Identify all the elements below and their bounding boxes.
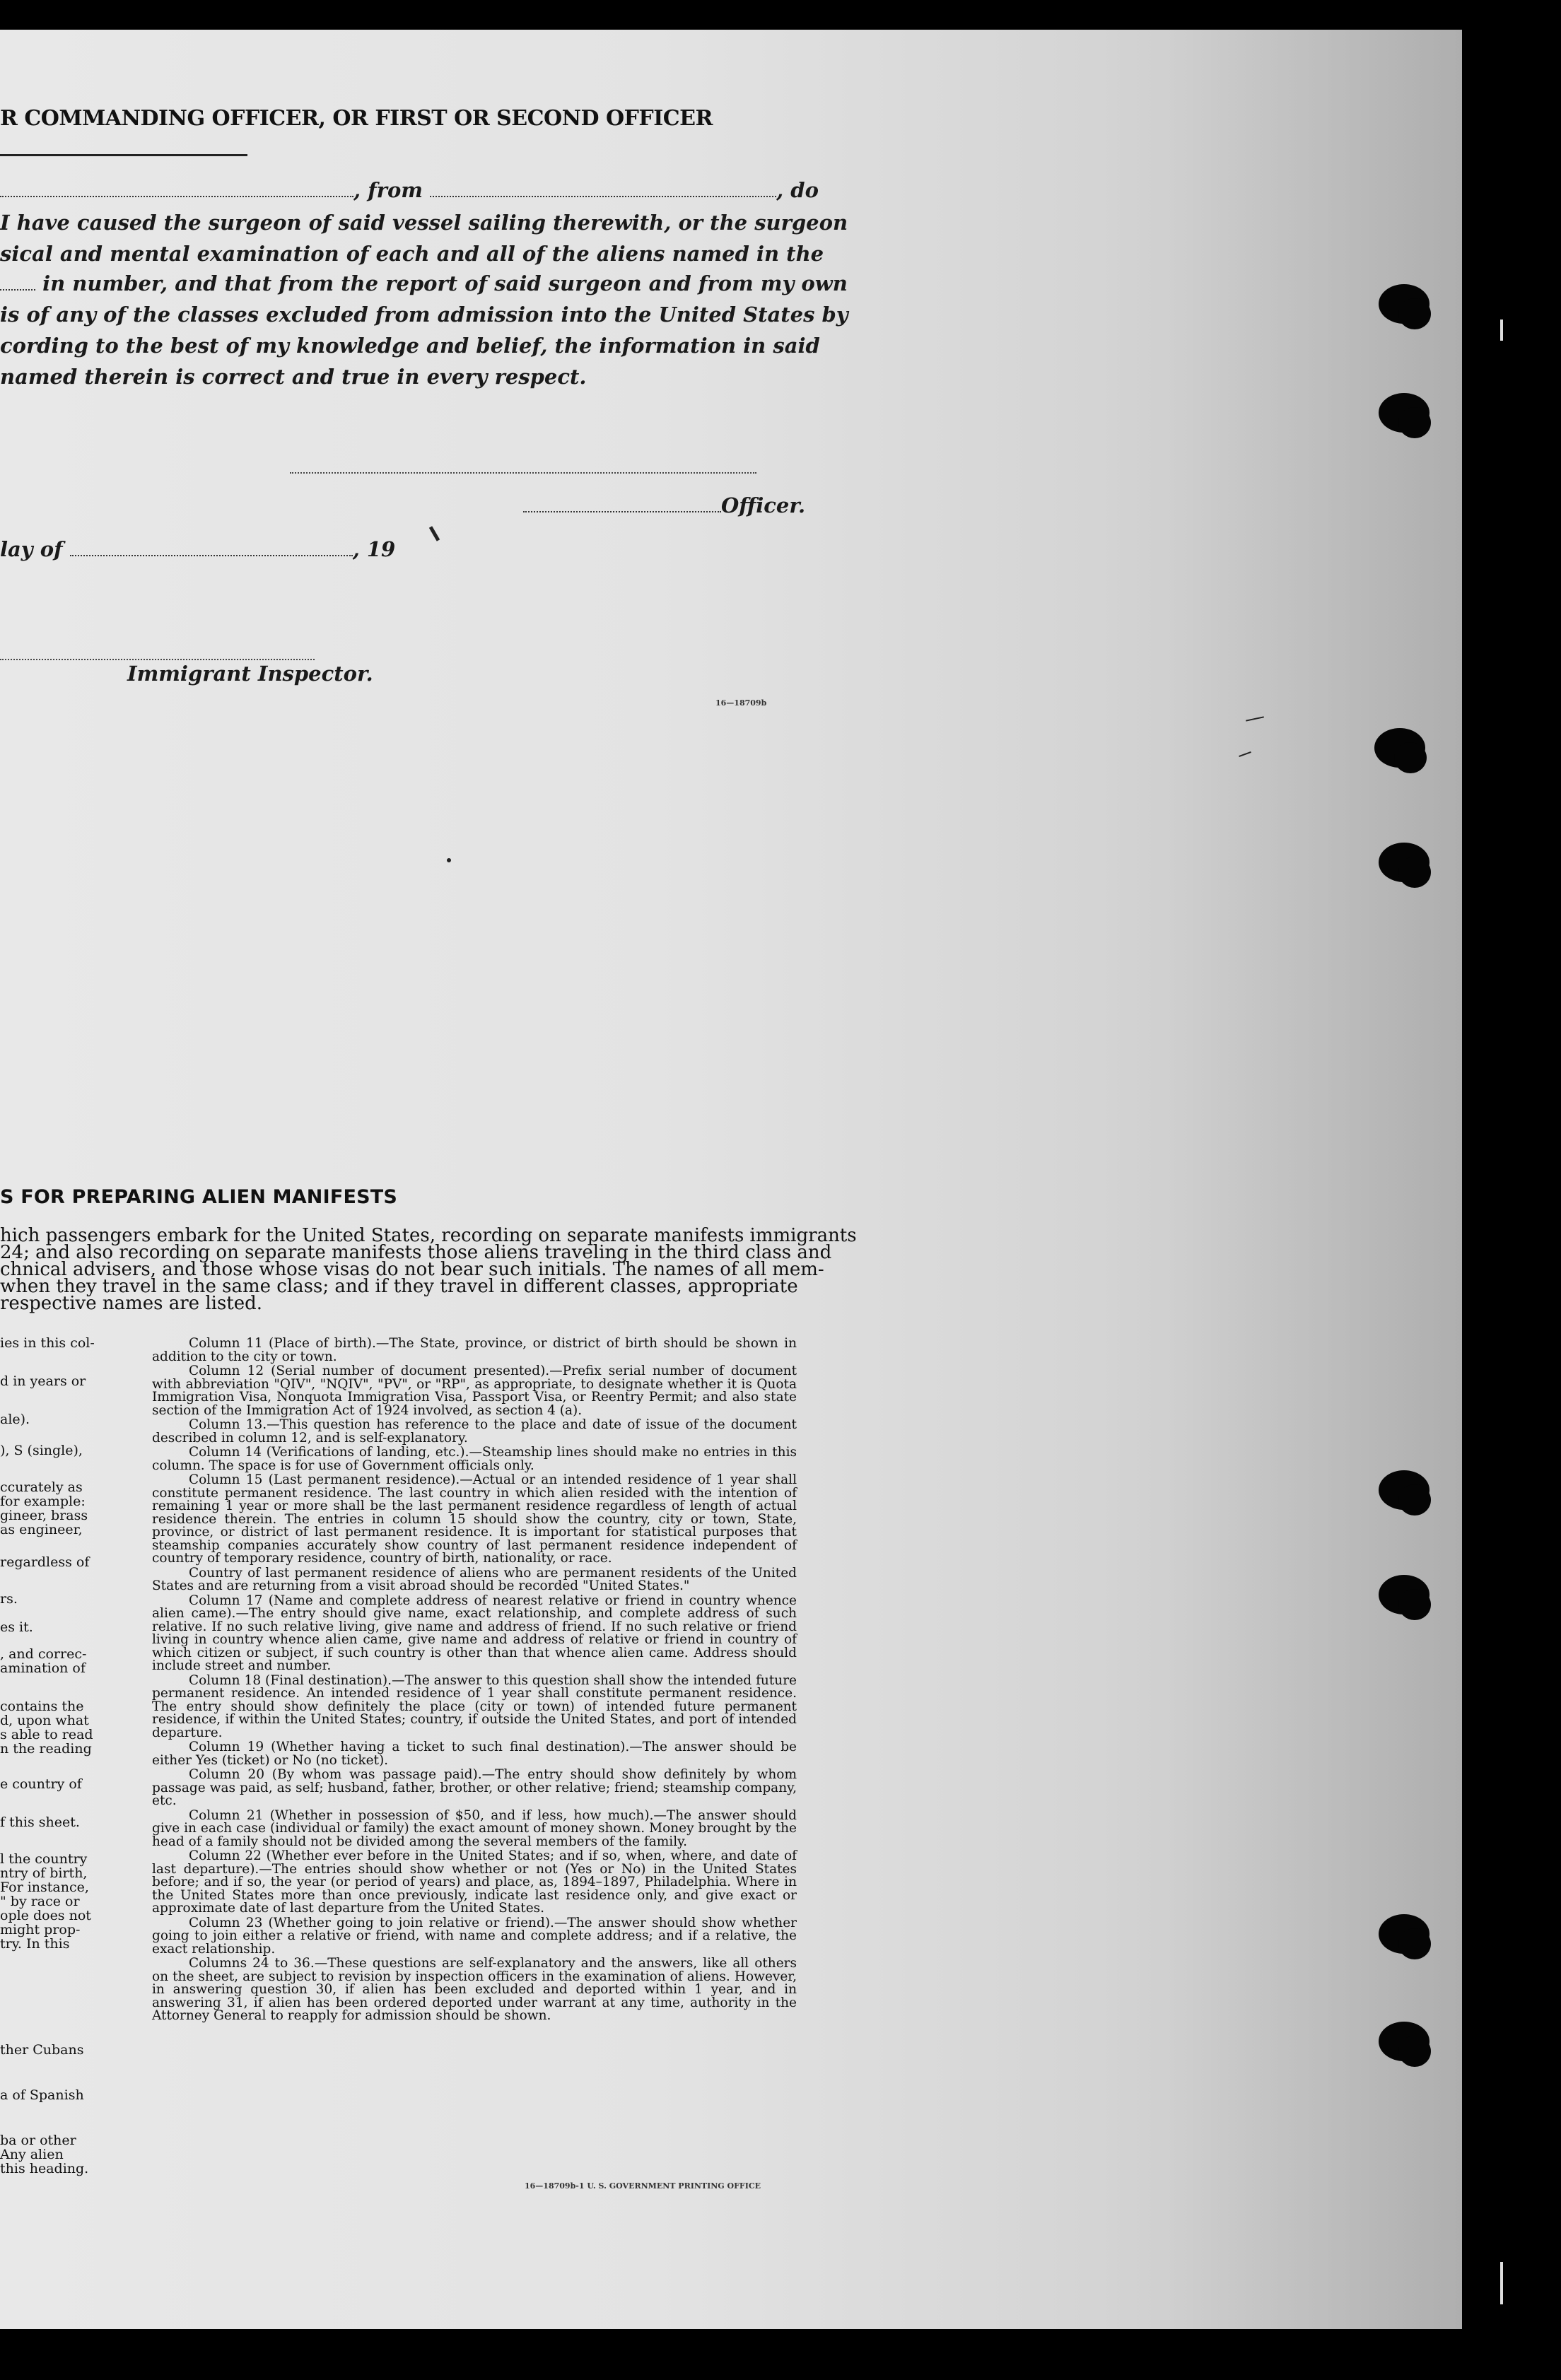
oath-line-3: in number, and that from the report of said surgeon and from my own xyxy=(42,271,848,295)
punch-hole xyxy=(1379,1575,1430,1614)
punch-hole xyxy=(1379,1470,1430,1510)
column-instructions xyxy=(152,1337,797,2024)
left-fragment: d, upon what xyxy=(0,1713,89,1728)
left-fragment: ntry of birth, xyxy=(0,1865,88,1881)
inspector-label: Immigrant Inspector. xyxy=(127,662,373,686)
intro-line: when they travel in the same class; and if they travel in different classes, appropriate xyxy=(0,1276,798,1297)
day-of-label: lay of xyxy=(0,537,63,561)
left-fragment: try. In this xyxy=(0,1936,70,1952)
count-blank xyxy=(0,274,35,291)
ink-speck xyxy=(447,858,451,862)
sworn-date-row xyxy=(0,537,395,561)
heading-underline xyxy=(0,154,247,156)
left-fragment: a of Spanish xyxy=(0,2087,84,2103)
officer-signature-row xyxy=(523,493,805,517)
instructions-intro xyxy=(0,1225,857,1314)
edge-mark xyxy=(1500,2262,1503,2304)
instruction-paragraph: Column 17 (Name and complete address of nearest relative or friend in country whence alien came).—The entry should give name, exact relationship, and complete address of such relative. If no such relative living, give name and address of friend. If no such relative or friend living in country whence alien came, give name and address of relative or friend in country of which citizen or subject, if such country is other than that whence alien came. Address should include street and number. xyxy=(152,1593,797,1673)
oath-line-5: cording to the best of my knowledge and belief, the information in said xyxy=(0,334,820,358)
port-blank xyxy=(430,180,776,197)
instruction-paragraph: Country of last permanent residence of aliens who are permanent residents of the United States and are returning from a visit abroad should be recorded "United States." xyxy=(152,1565,797,1593)
oath-line-4: is of any of the classes excluded from admission into the United States by xyxy=(0,303,848,327)
officer-blank xyxy=(523,496,721,512)
left-fragment: ), S (single), xyxy=(0,1443,83,1458)
instruction-paragraph: Column 15 (Last permanent residence).—Actual or an intended residence of 1 year shall constitute permanent residence. The last country in which alien resided with the intention of remaining 1 year or more shall be the last permanent residence regardless of length of actual residence therein. The entries in column 15 should show the country, city or town, State, province, or district of last permanent residence. It is important for statistical purposes that steamship companies accurately show country of last permanent residence independent of country of temporary residence, country of birth, nationality, or race. xyxy=(152,1472,797,1566)
punch-hole xyxy=(1379,284,1430,324)
left-fragment: For instance, xyxy=(0,1880,89,1895)
instruction-paragraph: Column 12 (Serial number of document presented).—Prefix serial number of document with abbreviation "QIV", "NQIV", "PV", or "RP", as appropriate, to designate whether it is Quota Immigration Visa, Nonquota Immigration Visa, Passport Visa, or Reentry Permit; and also state section of the Immigration Act of 1924 involved, as section 4 (a). xyxy=(152,1364,797,1418)
oath-line-1: I have caused the surgeon of said vessel sailing therewith, or the surgeon xyxy=(0,211,848,235)
instruction-paragraph: Column 22 (Whether ever before in the United States; and if so, when, where, and date of last departure).—The entries should show whether or not (Yes or No) in the United States before; and if so, the year (or period of years) and place, as, 1894–1897, Philadelphia. Where in the United States more than once previously, indicate last residence only, and give exact or approximate date of last departure from the United States. xyxy=(152,1848,797,1916)
left-fragment: contains the xyxy=(0,1699,84,1714)
signature-line xyxy=(290,472,756,474)
manifest-page xyxy=(0,30,1462,2329)
punch-hole xyxy=(1379,2022,1430,2061)
intro-line: respective names are listed. xyxy=(0,1293,263,1314)
left-fragment: f this sheet. xyxy=(0,1815,80,1830)
date-blank xyxy=(70,539,353,556)
left-fragment: rs. xyxy=(0,1591,18,1607)
left-fragment: d in years or xyxy=(0,1373,86,1389)
instruction-paragraph: Column 13.—This question has reference to the place and date of issue of the document described in column 12, and is self-explanatory. xyxy=(152,1417,797,1446)
officer-label: Officer. xyxy=(721,493,806,517)
instructions-title: S FOR PREPARING ALIEN MANIFESTS xyxy=(0,1186,398,1208)
left-fragment: s able to read xyxy=(0,1727,93,1742)
left-fragment: might prop- xyxy=(0,1922,81,1938)
left-fragment: ale). xyxy=(0,1412,30,1427)
instruction-paragraph: Column 23 (Whether going to join relative or friend).—The answer should show whether going to join either a relative or friend, with name and complete address; and if a relative, the exact relationship. xyxy=(152,1915,797,1957)
left-fragment: ther Cubans xyxy=(0,2042,84,2058)
year-label: , 19 xyxy=(352,537,396,561)
intro-line: hich passengers embark for the United States, recording on separate manifests immigrants xyxy=(0,1225,857,1246)
left-fragment: regardless of xyxy=(0,1554,90,1570)
edge-mark xyxy=(1500,320,1503,341)
punch-hole xyxy=(1374,728,1425,768)
oath-line-6: named therein is correct and true in every respect. xyxy=(0,365,587,389)
left-fragment: for example: xyxy=(0,1494,86,1509)
form-number: 16—18709b xyxy=(715,698,767,708)
vessel-blank xyxy=(0,180,353,197)
oath-line-3-row xyxy=(0,271,848,295)
left-fragment: as engineer, xyxy=(0,1522,83,1537)
left-fragment: , and correc- xyxy=(0,1646,87,1662)
left-fragment: es it. xyxy=(0,1619,33,1635)
left-fragment: l the country xyxy=(0,1851,88,1867)
punch-hole xyxy=(1379,843,1430,882)
left-fragment: ccurately as xyxy=(0,1479,83,1495)
ink-mark xyxy=(429,526,440,541)
do-label: , do xyxy=(776,178,819,202)
left-fragment: e country of xyxy=(0,1776,82,1792)
instruction-paragraph: Column 21 (Whether in possession of $50, and if less, how much).—The answer should give in each case (individual or family) the exact amount of money shown. Money brought by the head of a family should not be divided among the several members of the family. xyxy=(152,1807,797,1849)
instruction-paragraph: Column 20 (By whom was passage paid).—The entry should show definitely by whom passage was paid, as self; husband, father, brother, or other relative; friend; steamship company, etc. xyxy=(152,1767,797,1808)
officer-oath-heading: R COMMANDING OFFICER, OR FIRST OR SECOND OFFICER xyxy=(0,106,713,131)
left-fragment: gineer, brass xyxy=(0,1508,88,1523)
left-fragment: Any alien xyxy=(0,2147,64,2162)
intro-line: 24; and also recording on separate manifests those aliens traveling in the third class and xyxy=(0,1242,832,1263)
paper-shading xyxy=(1165,30,1462,2329)
instruction-paragraph: Column 18 (Final destination).—The answer to this question shall show the intended future permanent residence. An intended residence of 1 year shall constitute permanent residence. The entry should show definitely the place (city or town) of intended future permanent residence, if within the United States; country, if outside the United States, and port of intended departure. xyxy=(152,1672,797,1740)
left-fragment: " by race or xyxy=(0,1894,80,1909)
instruction-paragraph: Column 19 (Whether having a ticket to such final destination).—The answer should be either Yes (ticket) or No (no ticket). xyxy=(152,1740,797,1768)
left-fragment: ople does not xyxy=(0,1908,91,1923)
intro-line: chnical advisers, and those whose visas do not bear such initials. The names of all mem- xyxy=(0,1259,824,1280)
left-fragment: ba or other xyxy=(0,2133,76,2148)
left-fragment: ies in this col- xyxy=(0,1335,95,1351)
left-fragment: this heading. xyxy=(0,2161,89,2176)
left-fragment: n the reading xyxy=(0,1741,92,1757)
oath-from-line: , from , do xyxy=(0,178,819,202)
oath-line-2: sical and mental examination of each and all of the aliens named in the xyxy=(0,242,824,266)
punch-hole xyxy=(1379,393,1430,433)
printing-office-code: 16—18709b-1 U. S. GOVERNMENT PRINTING OFFICE xyxy=(525,2181,761,2191)
inspector-signature-line xyxy=(0,659,315,660)
instruction-paragraph: Columns 24 to 36.—These questions are self-explanatory and the answers, like all others on the sheet, are subject to revision by inspection officers in the examination of aliens. However, in answering question 30, if alien has been excluded and deported within 1 year, and in answering 31, if alien has been ordered deported under warrant at any time, authority in the Attorney General to reapply for admission should be shown. xyxy=(152,1956,797,2023)
instruction-paragraph: Column 11 (Place of birth).—The State, province, or district of birth should be shown in addition to the city or town. xyxy=(152,1336,797,1364)
left-fragment: amination of xyxy=(0,1660,86,1676)
from-label: from xyxy=(368,178,423,202)
instruction-paragraph: Column 14 (Verifications of landing, etc.).—Steamship lines should make no entries in this column. The space is for use of Government officials only. xyxy=(152,1445,797,1473)
punch-hole xyxy=(1379,1914,1430,1954)
